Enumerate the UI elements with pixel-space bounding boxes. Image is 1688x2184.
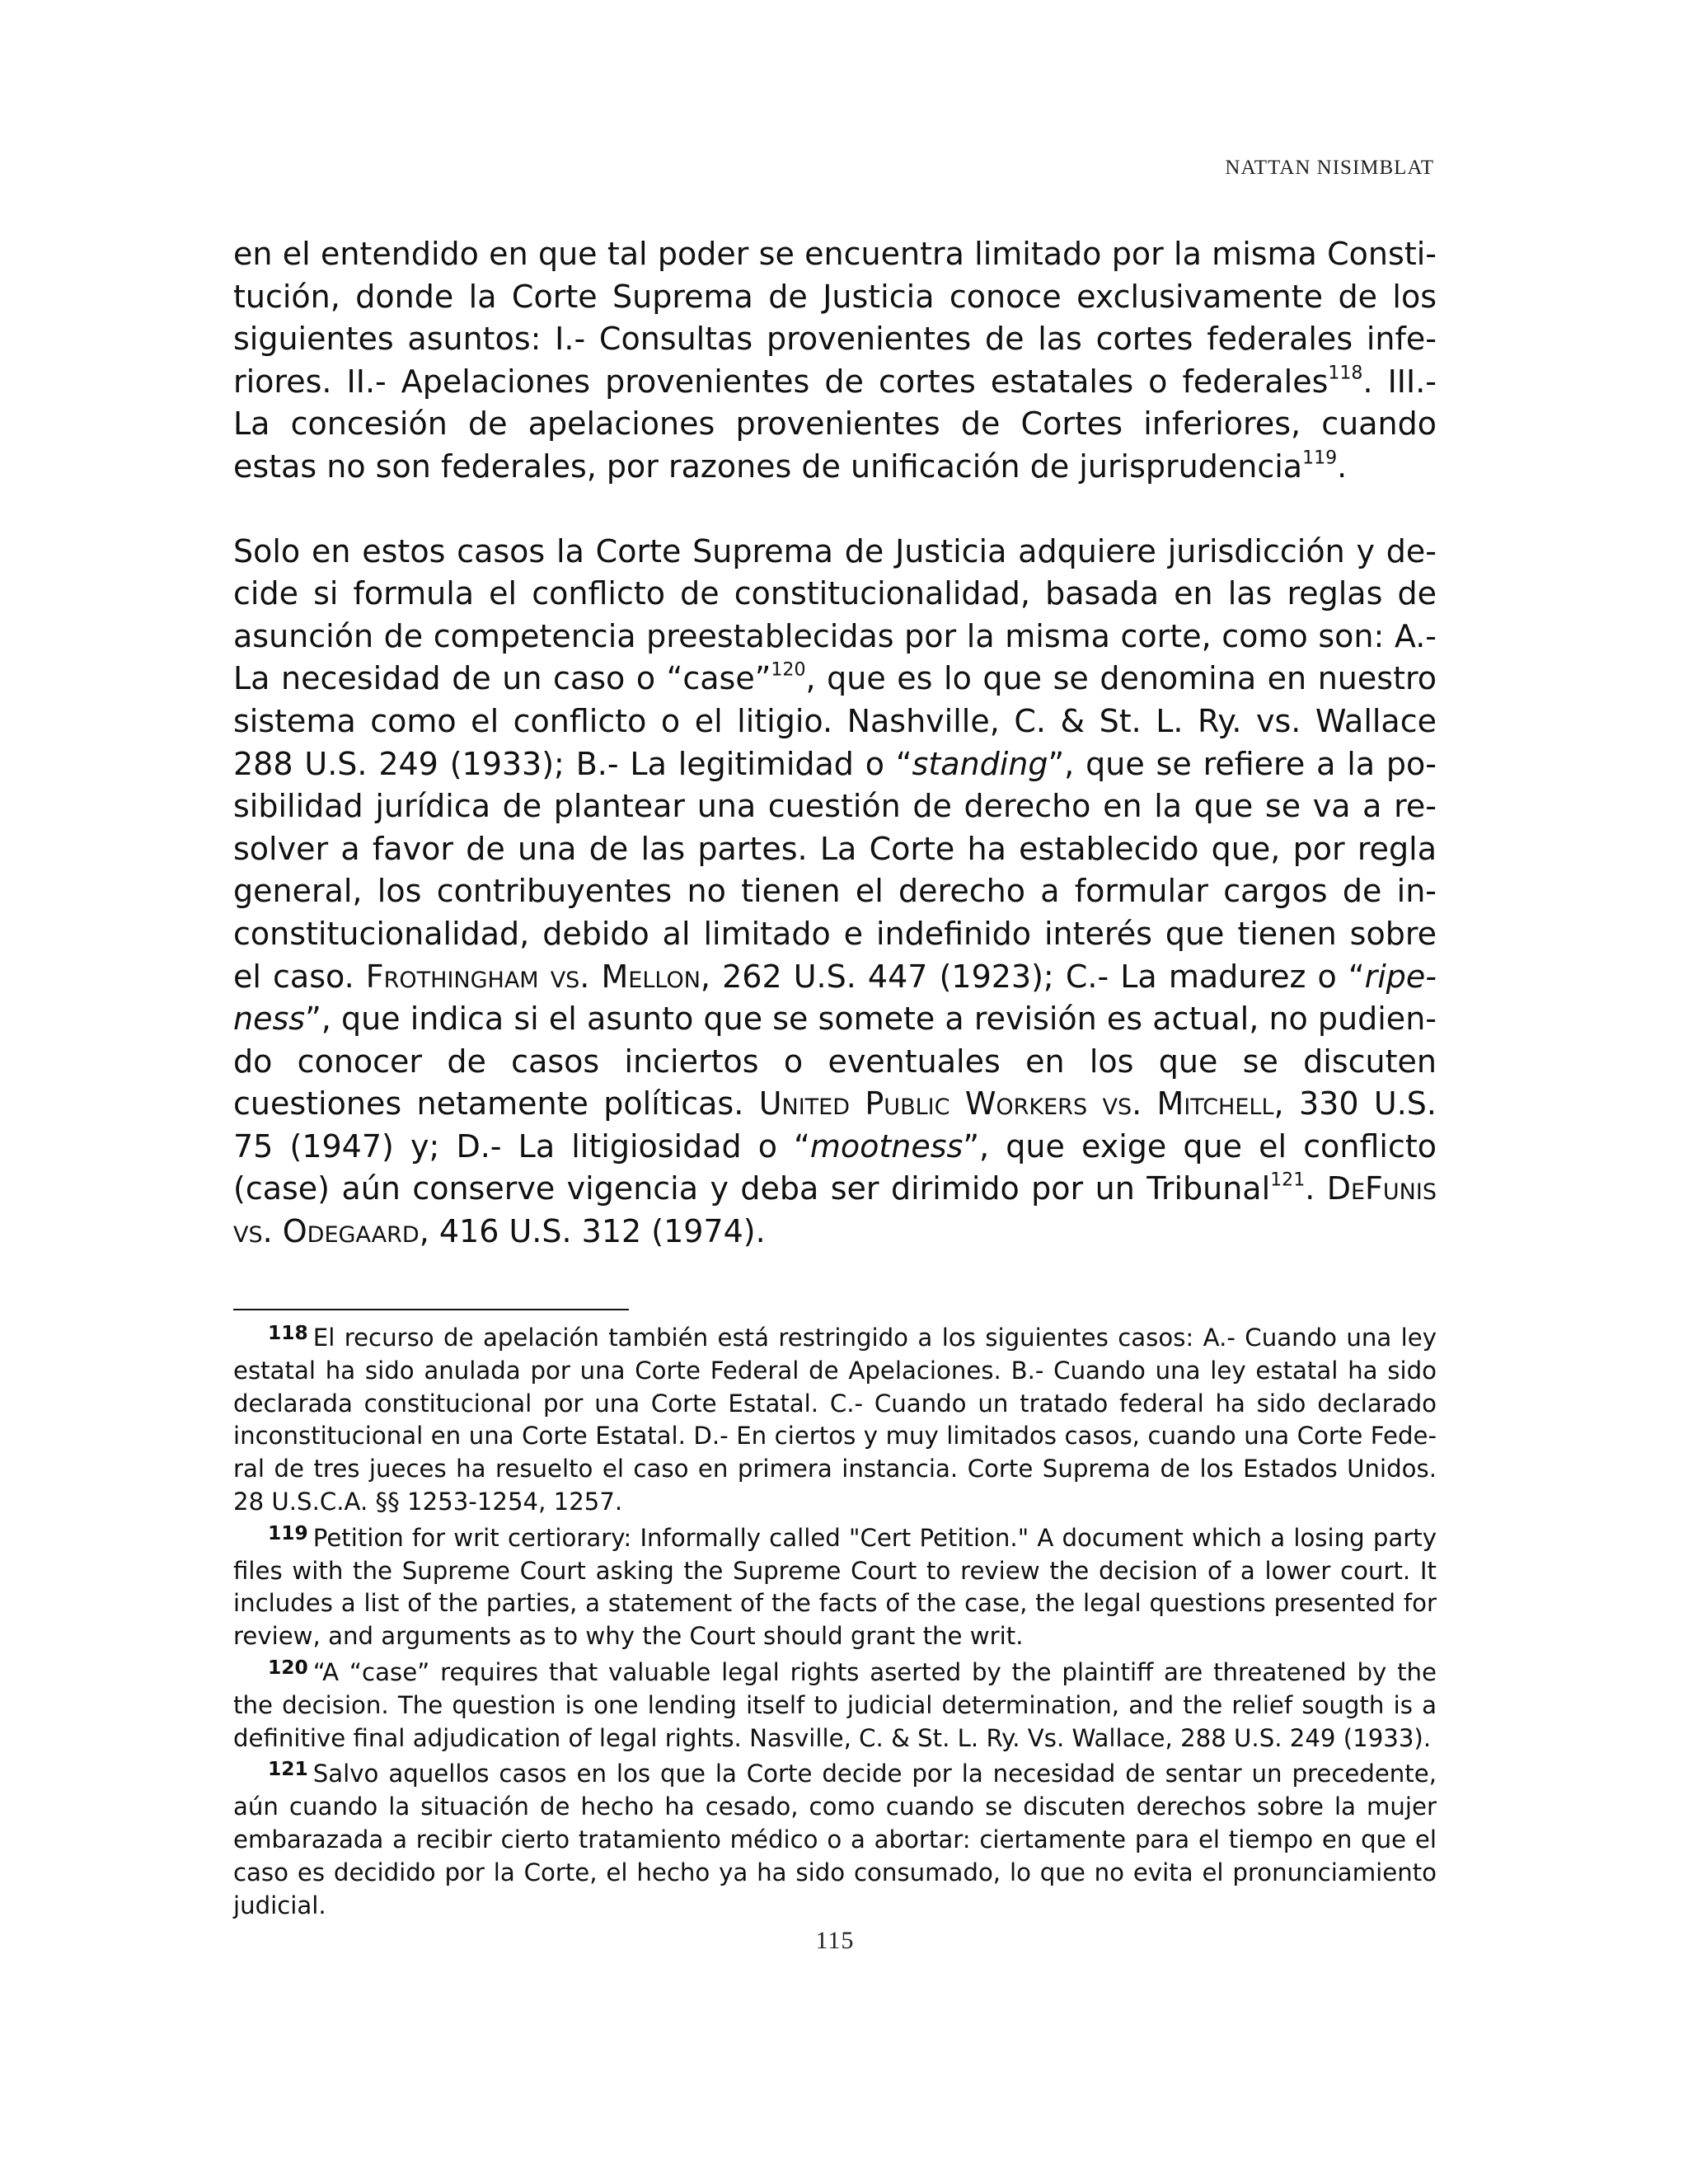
footnote-number: 121	[268, 1757, 308, 1781]
footnote-ref-119[interactable]: 119	[1302, 448, 1338, 469]
term-ripeness: ripeness	[233, 958, 1437, 1038]
paragraph-2-text-d: , 262 U.S. 447 (1923); C.- La madurez o “	[700, 958, 1365, 995]
footnote-ref-121[interactable]: 121	[1270, 1169, 1306, 1191]
footnote-121	[233, 1758, 1437, 1922]
footnotes	[233, 1322, 1437, 1925]
footnote-119	[233, 1522, 1437, 1653]
running-header-author: NATTAN NISIMBLAT	[1225, 157, 1434, 179]
paragraph-1-text-c: .	[1337, 448, 1348, 485]
case-name-defunis: DeFunis vs. Odegaard	[233, 1170, 1437, 1250]
footnote-text: Salvo aquellos casos en los que la Corte decide por la necesidad de sentar un precedente, aún cuando la situación de hecho ha cesado, como cuando se discuten derechos sobre la mujer embarazada a recibir cierto tratamiento médico o a abortar: ciertamente para el tiempo en que el caso es decidido por la Corte, el hecho ya ha sido consumado, lo que no evita el pronunciamiento judicial.	[233, 1760, 1437, 1919]
footnote-number: 119	[268, 1521, 308, 1544]
case-name-united-public-workers: United Public Workers vs. Mitchell	[758, 1085, 1274, 1122]
paragraph-2-text-a: Solo en estos casos la Corte Suprema de Justicia adquiere jurisdicción y decide si formula el conflicto de constitucionalidad, basada en las reglas de asunción de competencia preestablecidas por la misma corte, como son: A.- La necesidad de un caso o “case”	[233, 532, 1437, 697]
paragraph-1-text-a: en el entendido en que tal poder se encuentra limitado por la misma Constitución, donde la Corte Suprema de Justicia conoce exclusivamente de los siguientes asuntos: I.- Consultas provenientes de las cortes federales inferiores. II.- Apelaciones provenientes de cortes estatales o federales	[233, 236, 1437, 400]
paragraph-1-text-b: . III.- La concesión de apelaciones provenientes de Cortes inferiores, cuando estas no son federales, por razones de unificación de jurisprudencia	[233, 363, 1437, 485]
footnote-120	[233, 1657, 1437, 1755]
paragraph-2-text-g: ”, que exige que el conflicto (case) aún conserve vigencia y deba ser dirimido por un Tribunal	[233, 1127, 1437, 1207]
paragraph-2-text-c: ”, que se refiere a la posibilidad jurídica de plantear una cuestión de derecho en la que se va a resolver a favor de una de las partes. La Corte ha establecido que, por regla general, los contribuyentes no tienen el derecho a formular cargos de inconstitucionalidad, debido al limitado e indefinido interés que tienen sobre el caso.	[233, 745, 1437, 995]
footnote-number: 120	[268, 1655, 308, 1679]
footnote-118	[233, 1322, 1437, 1519]
footnote-text: “A “case” requires that valuable legal rights aserted by the plaintiff are threatened by the the decision. The question is one lending itself to judicial determination, and the relief sougth is a definitive final adjudication of legal rights. Nasville, C. & St. L. Ry. Vs. Wallace, 288 U.S. 249 (1933).	[233, 1657, 1437, 1752]
footnote-ref-118[interactable]: 118	[1328, 363, 1363, 384]
paragraph-1	[233, 233, 1437, 489]
paragraph-2-text-i: , 416 U.S. 312 (1974).	[419, 1213, 766, 1250]
term-mootness: mootness	[809, 1127, 964, 1165]
footnote-text: Petition for writ certiorary: Informally called "Cert Petition." A document which a losing party files with the Supreme Court asking the Supreme Court to review the decision of a lower court. It includes a list of the parties, a statement of the facts of the case, the legal questions presented for review, and arguments as to why the Court should grant the writ.	[233, 1523, 1437, 1651]
paragraph-2	[233, 531, 1437, 1254]
footnote-text: El recurso de apelación también está restringido a los siguientes casos: A.- Cuando una ley estatal ha sido anulada por una Corte Federal de Apelaciones. B.- Cuando una ley estatal ha sido declarada constitucional por una Corte Estatal. C.- Cuando un tratado federal ha sido declarado inconstitucional en una Corte Estatal. D.- En ciertos y muy limitados casos, cuando una Corte Federal de tres jueces ha resuelto el caso en primera instancia. Corte Suprema de los Estados Unidos. 28 U.S.C.A. §§ 1253-1254, 1257.	[233, 1324, 1437, 1516]
paragraph-2-text-e: ”, que indica si el asunto que se somete a revisión es actual, no pudiendo conocer de casos inciertos o eventuales en los que se discuten cuestiones netamente políticas.	[233, 1001, 1437, 1122]
page-number: 115	[815, 1927, 855, 1954]
term-standing: standing	[912, 745, 1048, 782]
paragraph-2-text-f: , 330 U.S. 75 (1947) y; D.- La litigiosidad o “	[233, 1085, 1437, 1165]
case-name-frothingham: Frothingham vs. Mellon	[365, 958, 701, 995]
paragraph-2-text-h: .	[1305, 1170, 1327, 1207]
body-text	[233, 233, 1437, 1254]
footnote-ref-120[interactable]: 120	[771, 659, 806, 681]
footnote-number: 118	[268, 1320, 308, 1344]
footnote-separator	[233, 1309, 629, 1310]
paragraph-2-text-b: , que es lo que se denomina en nuestro sistema como el conflicto o el litigio. Nashville, C. & St. L. Ry. vs. Wallace 288 U.S. 249 (1933); B.- La legitimidad o “	[233, 660, 1437, 782]
